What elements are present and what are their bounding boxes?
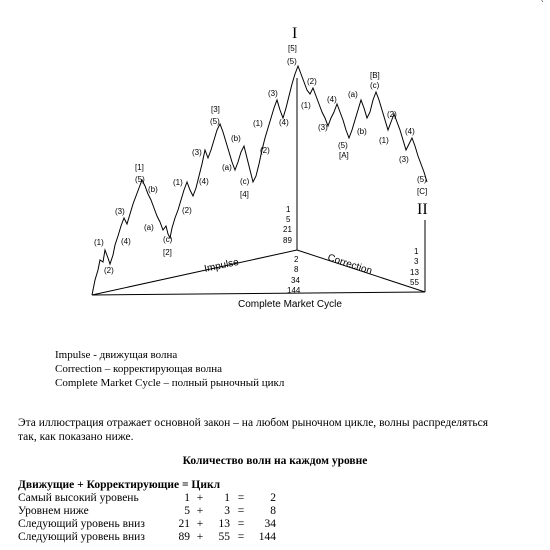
row-plus: + bbox=[196, 518, 204, 530]
wave-label: (a) bbox=[144, 223, 154, 232]
wave-label: (b) bbox=[231, 134, 241, 143]
wave-label: (b) bbox=[357, 127, 367, 136]
wave-label: (c) bbox=[163, 235, 173, 244]
correction-count: 1 bbox=[414, 247, 419, 256]
wave-label: (4) bbox=[279, 118, 289, 127]
wave-label: (3) bbox=[399, 155, 409, 164]
wave-label: (5) bbox=[287, 57, 297, 66]
cycle-count: 8 bbox=[294, 265, 299, 274]
table-title: Количество волн на каждом уровне bbox=[182, 455, 368, 467]
wave-label: (3) bbox=[192, 148, 202, 157]
wave-label: (1) bbox=[94, 238, 104, 247]
row-impulse: 5 bbox=[184, 505, 190, 517]
corner-mark: ` bbox=[540, 0, 544, 11]
wave-label: (5) bbox=[338, 141, 348, 150]
cycle-count: 2 bbox=[294, 255, 299, 264]
wave-label: [B] bbox=[370, 71, 380, 80]
wave-label: (3) bbox=[268, 89, 278, 98]
row-cycle: 8 bbox=[270, 505, 276, 517]
wave-label: (b) bbox=[148, 185, 158, 194]
legend-item: Impulse - движущая волна bbox=[55, 349, 178, 361]
impulse-label: Impulse bbox=[203, 256, 240, 275]
wave-count-table bbox=[18, 479, 276, 544]
wave-label: (5) bbox=[417, 175, 427, 184]
row-correction: 1 bbox=[224, 492, 230, 504]
row-equals: = bbox=[237, 492, 245, 504]
complete-cycle-label: Complete Market Cycle bbox=[238, 299, 342, 310]
row-plus: + bbox=[196, 505, 204, 517]
wave-label: (5) bbox=[210, 117, 220, 126]
wave-label: (1) bbox=[379, 136, 389, 145]
wave-label: (2) bbox=[104, 266, 114, 275]
wave-label: [C] bbox=[417, 187, 428, 196]
legend-item: Complete Market Cycle – полный рыночный цикл bbox=[55, 377, 285, 389]
wave-label: (1) bbox=[173, 178, 183, 187]
roman-label-bottom: II bbox=[417, 201, 428, 218]
row-label: Уровнем ниже bbox=[18, 505, 89, 517]
legend-item: Correction – корректирующая волна bbox=[55, 363, 223, 375]
correction-count: 3 bbox=[414, 257, 419, 266]
legend bbox=[55, 348, 284, 390]
row-label: Следующий уровень вниз bbox=[18, 531, 145, 543]
wave-label: (1) bbox=[301, 101, 311, 110]
table-header: Движущие + Корректирующие = Цикл bbox=[18, 479, 221, 491]
row-equals: = bbox=[237, 505, 245, 517]
cycle-count: 144 bbox=[287, 286, 301, 295]
wave-label: (3) bbox=[318, 123, 328, 132]
row-equals: = bbox=[237, 518, 245, 530]
row-correction: 3 bbox=[224, 505, 230, 517]
impulse-count: 1 bbox=[286, 205, 291, 214]
correction-count: 55 bbox=[410, 278, 419, 287]
roman-label-top: I bbox=[292, 25, 298, 42]
table-row bbox=[18, 531, 276, 544]
wave-label: [1] bbox=[135, 163, 144, 172]
row-cycle: 144 bbox=[258, 531, 276, 543]
table-row bbox=[18, 492, 276, 505]
row-cycle: 34 bbox=[264, 518, 276, 530]
correction-label: Correction bbox=[326, 252, 374, 278]
table-row bbox=[18, 518, 276, 531]
impulse-count: 89 bbox=[283, 236, 292, 245]
wave-label: [4] bbox=[240, 190, 249, 199]
row-correction: 55 bbox=[218, 531, 230, 543]
wave-label: (c) bbox=[370, 81, 380, 90]
wave-label: [A] bbox=[339, 151, 349, 160]
wave-label: (4) bbox=[405, 127, 415, 136]
row-correction: 13 bbox=[218, 518, 230, 530]
row-impulse: 21 bbox=[178, 518, 190, 530]
wave-label: (4) bbox=[121, 237, 131, 246]
wave-label: (a) bbox=[348, 90, 358, 99]
impulse-base-line bbox=[92, 250, 297, 295]
cycle-base-line bbox=[92, 292, 425, 295]
wave-label: [5] bbox=[288, 44, 297, 53]
wave-label: [2] bbox=[163, 248, 172, 257]
wave-label: (c) bbox=[240, 177, 250, 186]
cycle-count: 34 bbox=[291, 276, 300, 285]
wave-label: (2) bbox=[387, 110, 397, 119]
wave-label: (4) bbox=[327, 95, 337, 104]
table-row bbox=[18, 505, 276, 518]
wave-label: (2) bbox=[182, 206, 192, 215]
wave-label: (2) bbox=[260, 146, 270, 155]
wave-label: [3] bbox=[211, 105, 220, 114]
body-paragraph: Эта иллюстрация отражает основной закон – на любом рыночном цикле, волны распределяться так, как показано ниже. bbox=[18, 417, 488, 443]
wave-label: (4) bbox=[199, 177, 209, 186]
impulse-count: 5 bbox=[286, 215, 291, 224]
wave-label: (1) bbox=[253, 119, 263, 128]
row-plus: + bbox=[196, 531, 204, 543]
impulse-count: 21 bbox=[283, 225, 292, 234]
row-impulse: 89 bbox=[178, 531, 190, 543]
row-cycle: 2 bbox=[270, 492, 276, 504]
row-label: Следующий уровень вниз bbox=[18, 518, 145, 530]
wave-label: (2) bbox=[307, 77, 317, 86]
wave-label: (5) bbox=[135, 175, 145, 184]
row-plus: + bbox=[196, 492, 204, 504]
row-impulse: 1 bbox=[184, 492, 190, 504]
wave-label: (a) bbox=[222, 163, 232, 172]
correction-count: 13 bbox=[410, 268, 419, 277]
wave-label: (3) bbox=[115, 207, 125, 216]
row-label: Самый высокий уровень bbox=[18, 492, 139, 504]
row-equals: = bbox=[237, 531, 245, 543]
